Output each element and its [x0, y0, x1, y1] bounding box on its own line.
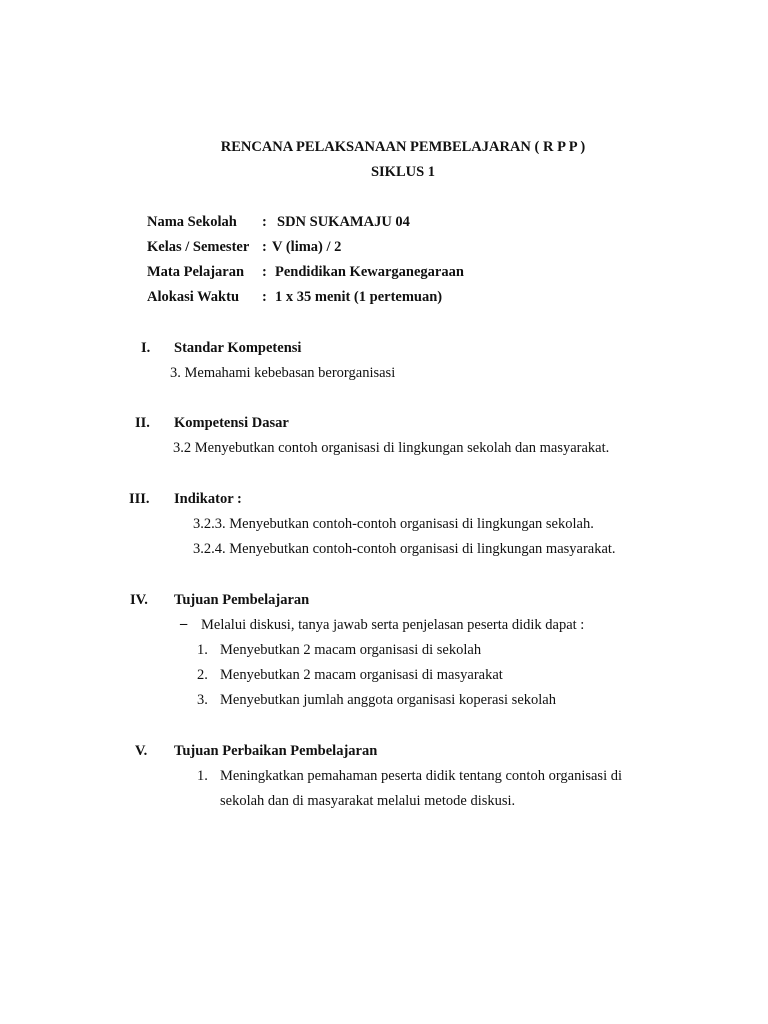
list-item-number: 3.	[197, 692, 208, 708]
identity-value-school: SDN SUKAMAJU 04	[277, 214, 410, 230]
list-item: Menyebutkan 2 macam organisasi di sekolah	[220, 642, 482, 658]
identity-value-time: 1 x 35 menit (1 pertemuan)	[275, 289, 443, 305]
section-number: II.	[135, 415, 150, 431]
list-item-number: 2.	[197, 667, 208, 683]
section-title: Indikator :	[174, 491, 242, 507]
section-title: Kompetensi Dasar	[174, 415, 289, 431]
identity-label-class: Kelas / Semester	[147, 239, 250, 255]
section-title: Standar Kompetensi	[174, 340, 302, 356]
list-item: Menyebutkan 2 macam organisasi di masyarakat	[220, 667, 503, 683]
section-number: III.	[129, 491, 150, 507]
section-item: 3.2.3. Menyebutkan contoh-contoh organisasi di lingkungan sekolah.	[193, 516, 594, 532]
list-item-number: 1.	[197, 768, 208, 784]
section-intro: Melalui diskusi, tanya jawab serta penjelasan peserta didik dapat :	[201, 617, 585, 633]
identity-value-subject: Pendidikan Kewarganegaraan	[275, 264, 464, 280]
section-title: Tujuan Perbaikan Pembelajaran	[174, 743, 378, 759]
list-item: Menyebutkan jumlah anggota organisasi koperasi sekolah	[220, 692, 556, 708]
identity-sep-class: :	[262, 239, 267, 255]
page-subtitle: SIKLUS 1	[370, 164, 436, 180]
section-item: 3.2.4. Menyebutkan contoh-contoh organisasi di lingkungan masyarakat.	[193, 541, 616, 557]
identity-label-school: Nama Sekolah	[147, 214, 237, 230]
section-item: 3. Memahami kebebasan berorganisasi	[170, 365, 396, 381]
identity-value-class: V (lima) / 2	[272, 239, 342, 255]
section-item: 3.2 Menyebutkan contoh organisasi di lingkungan sekolah dan masyarakat.	[173, 440, 610, 456]
dash-bullet: –	[180, 616, 188, 632]
identity-sep-subject: :	[262, 264, 267, 280]
section-number: I.	[141, 340, 151, 356]
identity-label-time: Alokasi Waktu	[147, 289, 240, 305]
section-number: V.	[135, 743, 148, 759]
list-item-number: 1.	[197, 642, 208, 658]
section-number: IV.	[130, 592, 148, 608]
section-title: Tujuan Pembelajaran	[174, 592, 310, 608]
identity-label-subject: Mata Pelajaran	[147, 264, 245, 280]
identity-sep-time: :	[262, 289, 267, 305]
list-item-line2: sekolah dan di masyarakat melalui metode diskusi.	[220, 793, 516, 809]
page-title: RENCANA PELAKSANAAN PEMBELAJARAN ( R P P )	[220, 139, 586, 155]
list-item-line1: Meningkatkan pemahaman peserta didik tentang contoh organisasi di	[220, 768, 622, 784]
identity-sep-school: :	[262, 214, 267, 230]
